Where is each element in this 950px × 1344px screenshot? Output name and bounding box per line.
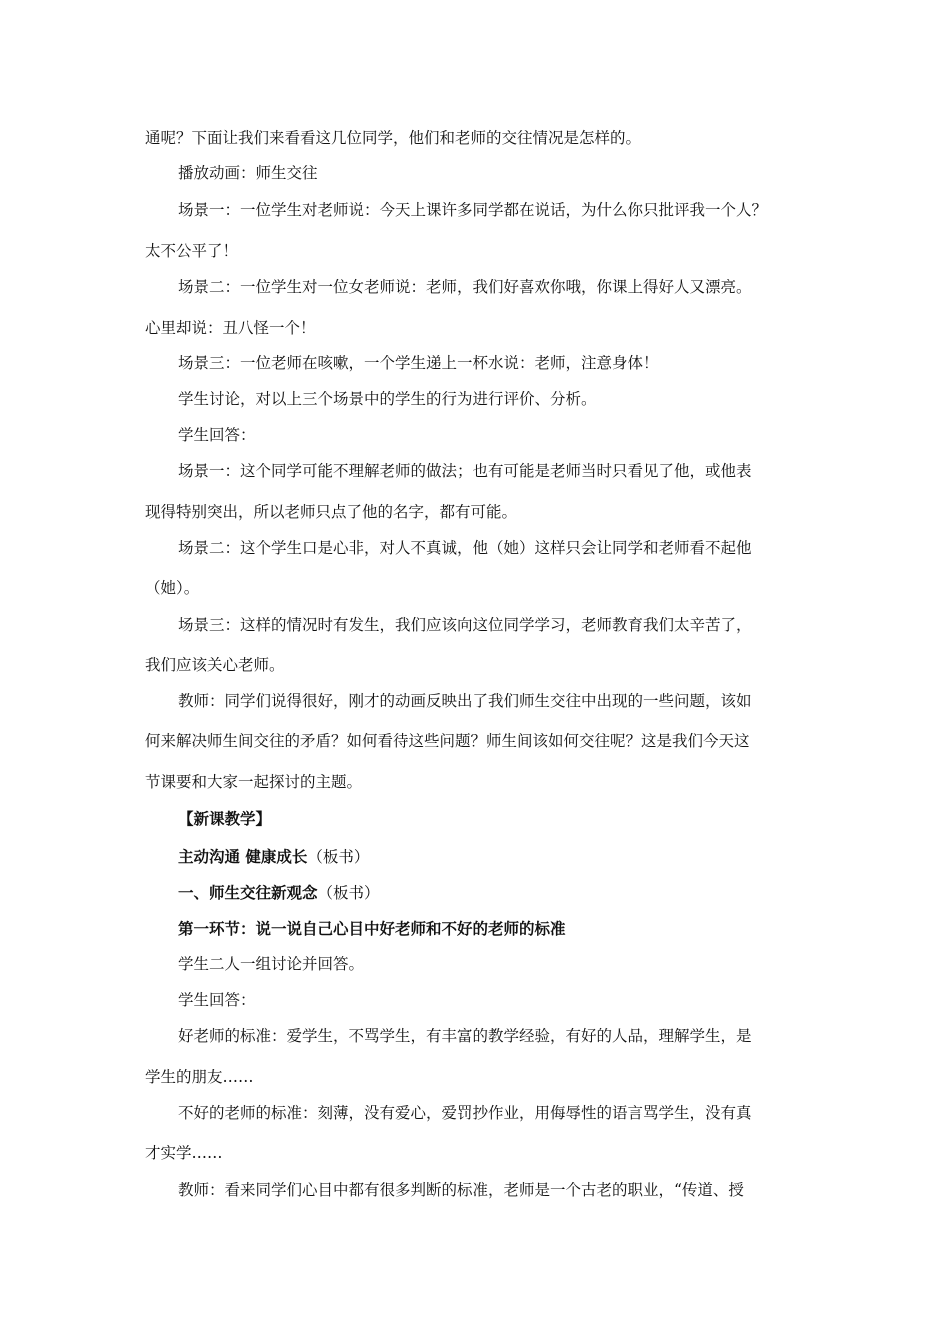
paragraph-line: 学生的朋友…… bbox=[145, 1068, 254, 1086]
step-one-heading: 第一环节：说一说自己心目中好老师和不好的老师的标准 bbox=[178, 920, 566, 938]
paragraph-line: 场景二：这个学生口是心非，对人不真诚，他（她）这样只会让同学和老师看不起他 bbox=[178, 539, 752, 557]
paragraph-line: 才实学…… bbox=[145, 1144, 223, 1162]
paragraph-line: 场景二：一位学生对一位女老师说：老师，我们好喜欢你哦，你课上得好人又漂亮。 bbox=[178, 278, 752, 296]
paragraph-line: 教师：同学们说得很好，刚才的动画反映出了我们师生交往中出现的一些问题，该如 bbox=[178, 692, 752, 710]
section-heading: 【新课教学】 bbox=[178, 810, 272, 828]
part-one-note: （板书） bbox=[317, 884, 380, 902]
part-one-text: 一、师生交往新观念 bbox=[178, 884, 318, 902]
paragraph-line: 节课要和大家一起探讨的主题。 bbox=[145, 773, 363, 791]
paragraph-line: 播放动画：师生交往 bbox=[178, 164, 318, 182]
paragraph-line: 场景一：这个同学可能不理解老师的做法；也有可能是老师当时只看见了他，或他表 bbox=[178, 462, 752, 480]
part-one-heading bbox=[178, 883, 815, 903]
paragraph-line: 教师：看来同学们心目中都有很多判断的标准，老师是一个古老的职业，“传道、授 bbox=[178, 1181, 744, 1199]
paragraph-line: 场景三：一位老师在咳嗽，一个学生递上一杯水说：老师，注意身体！ bbox=[178, 354, 659, 372]
paragraph-line: 学生二人一组讨论并回答。 bbox=[178, 955, 365, 973]
paragraph-line: 何来解决师生间交往的矛盾？如何看待这些问题？师生间该如何交往呢？这是我们今天这 bbox=[145, 732, 750, 750]
paragraph-line: 场景三：这样的情况时有发生，我们应该向这位同学学习，老师教育我们太辛苦了， bbox=[178, 616, 752, 634]
board-title-text: 主动沟通 健康成长 bbox=[178, 848, 308, 866]
paragraph-line: 心里却说：丑八怪一个！ bbox=[145, 319, 316, 337]
board-title-note: （板书） bbox=[307, 848, 370, 866]
paragraph-line: 学生讨论，对以上三个场景中的学生的行为进行评价、分析。 bbox=[178, 390, 597, 408]
paragraph-line: 现得特别突出，所以老师只点了他的名字，都有可能。 bbox=[145, 503, 518, 521]
paragraph-line: （她）。 bbox=[145, 579, 200, 597]
paragraph-line: 好老师的标准：爱学生，不骂学生，有丰富的教学经验，有好的人品，理解学生，是 bbox=[178, 1027, 752, 1045]
board-title bbox=[178, 847, 815, 867]
paragraph-line: 场景一：一位学生对老师说：今天上课许多同学都在说话，为什么你只批评我一个人？ bbox=[178, 201, 768, 219]
paragraph-line: 我们应该关心老师。 bbox=[145, 656, 285, 674]
paragraph-line: 学生回答： bbox=[178, 426, 256, 444]
paragraph-line: 通呢？下面让我们来看看这几位同学，他们和老师的交往情况是怎样的。 bbox=[145, 129, 642, 147]
paragraph-line: 不好的老师的标准：刻薄，没有爱心，爱罚抄作业，用侮辱性的语言骂学生，没有真 bbox=[178, 1104, 752, 1122]
paragraph-line: 太不公平了！ bbox=[145, 242, 239, 260]
paragraph-line: 学生回答： bbox=[178, 991, 256, 1009]
